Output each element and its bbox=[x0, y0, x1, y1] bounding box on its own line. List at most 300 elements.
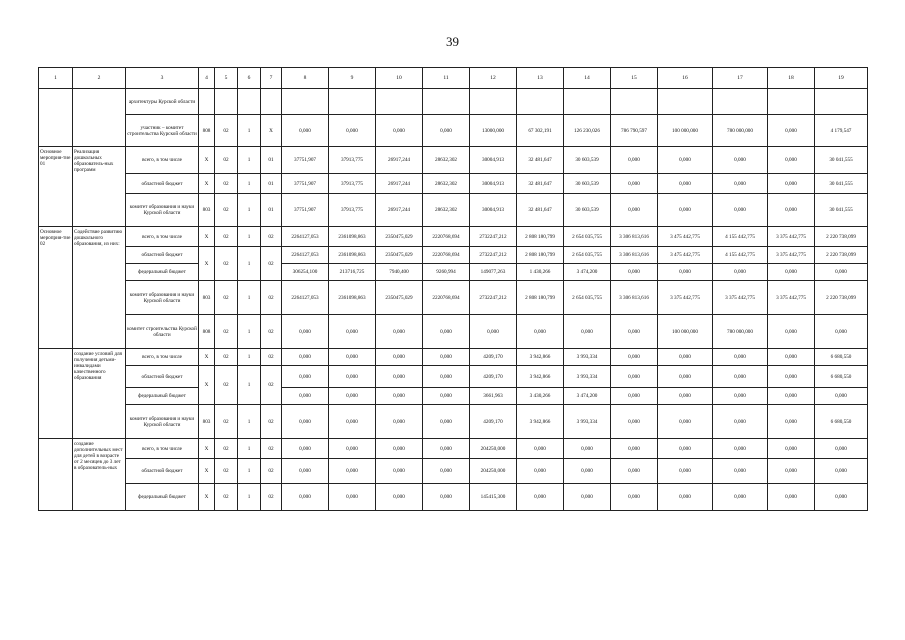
amount-cell: 306254,100 bbox=[282, 264, 329, 281]
amount-cell: 3 474,200 bbox=[564, 264, 611, 281]
table-row bbox=[39, 174, 868, 194]
program-name-cell bbox=[73, 89, 126, 147]
code-cell: Х bbox=[199, 247, 215, 281]
amount-cell: 0,000 bbox=[658, 147, 713, 174]
amount-cell: 13000,000 bbox=[470, 115, 517, 147]
code-cell: 01 bbox=[261, 194, 282, 227]
table-row bbox=[39, 484, 868, 511]
activity-name-cell: Основное мероприя-тие 02 bbox=[39, 227, 73, 349]
amount-cell: 0,000 bbox=[768, 315, 815, 349]
code-cell: 02 bbox=[215, 459, 238, 484]
amount-cell: 1 430,266 bbox=[517, 264, 564, 281]
amount-cell: 2220768,694 bbox=[423, 281, 470, 315]
amount-cell: 0,000 bbox=[713, 174, 768, 194]
program-name-cell: создание дополнительных мест для детей в возрасте от 2 месяцев до 3 лет в образователь-ных bbox=[73, 439, 126, 511]
amount-cell: 780 000,000 bbox=[713, 115, 768, 147]
amount-cell: 0,000 bbox=[329, 315, 376, 349]
amount-cell: 2 808 180,799 bbox=[517, 227, 564, 247]
code-cell: 1 bbox=[238, 227, 261, 247]
amount-cell: 0,000 bbox=[564, 439, 611, 459]
amount-cell: 0,000 bbox=[611, 388, 658, 405]
amount-cell: 30 603,539 bbox=[564, 147, 611, 174]
source-cell: областной бюджет bbox=[126, 366, 199, 388]
amount-cell: 0,000 bbox=[768, 349, 815, 366]
amount-cell bbox=[611, 89, 658, 115]
amount-cell: 9260,994 bbox=[423, 264, 470, 281]
code-cell bbox=[199, 89, 215, 115]
amount-cell: 0,000 bbox=[713, 366, 768, 388]
source-cell: всего, в том числе bbox=[126, 147, 199, 174]
code-cell: 02 bbox=[215, 281, 238, 315]
amount-cell: 0,000 bbox=[768, 194, 815, 227]
code-cell: 02 bbox=[215, 366, 238, 405]
source-cell: областной бюджет bbox=[126, 247, 199, 264]
code-cell: 02 bbox=[215, 484, 238, 511]
table-row bbox=[39, 439, 868, 459]
column-number-cell: 3 bbox=[126, 68, 199, 89]
amount-cell: 0,000 bbox=[611, 147, 658, 174]
amount-cell: 0,000 bbox=[611, 366, 658, 388]
amount-cell: 0,000 bbox=[768, 366, 815, 388]
amount-cell: 2 654 035,755 bbox=[564, 247, 611, 264]
source-cell: участник – комитет строительства Курской области bbox=[126, 115, 199, 147]
column-number-cell: 9 bbox=[329, 68, 376, 89]
code-cell: 1 bbox=[238, 147, 261, 174]
amount-cell: 3 942,866 bbox=[517, 405, 564, 439]
amount-cell bbox=[423, 89, 470, 115]
amount-cell: 0,000 bbox=[611, 484, 658, 511]
column-number-cell: 17 bbox=[713, 68, 768, 89]
amount-cell: 3 306 813,616 bbox=[611, 247, 658, 264]
code-cell: 803 bbox=[199, 194, 215, 227]
amount-cell: 30004,913 bbox=[470, 174, 517, 194]
amount-cell: 0,000 bbox=[423, 315, 470, 349]
amount-cell bbox=[658, 89, 713, 115]
amount-cell: 0,000 bbox=[282, 388, 329, 405]
amount-cell: 2 808 180,799 bbox=[517, 247, 564, 264]
code-cell: 02 bbox=[215, 115, 238, 147]
code-cell bbox=[238, 89, 261, 115]
amount-cell: 3 993,334 bbox=[564, 366, 611, 388]
amount-cell: 0,000 bbox=[713, 388, 768, 405]
amount-cell: 4209,170 bbox=[470, 349, 517, 366]
code-cell: Х bbox=[199, 484, 215, 511]
column-number-cell: 13 bbox=[517, 68, 564, 89]
table-row bbox=[39, 281, 868, 315]
amount-cell bbox=[329, 89, 376, 115]
amount-cell: 780 000,000 bbox=[713, 315, 768, 349]
amount-cell: 0,000 bbox=[611, 194, 658, 227]
column-number-cell: 15 bbox=[611, 68, 658, 89]
amount-cell: 0,000 bbox=[768, 174, 815, 194]
amount-cell: 2732247,212 bbox=[470, 247, 517, 264]
amount-cell: 32 481,647 bbox=[517, 147, 564, 174]
code-cell: 02 bbox=[261, 366, 282, 405]
amount-cell: 0,000 bbox=[611, 459, 658, 484]
amount-cell: 37913,775 bbox=[329, 194, 376, 227]
amount-cell: 0,000 bbox=[713, 405, 768, 439]
amount-cell: 0,000 bbox=[768, 388, 815, 405]
code-cell: 1 bbox=[238, 459, 261, 484]
amount-cell bbox=[815, 89, 868, 115]
column-number-cell: 10 bbox=[376, 68, 423, 89]
amount-cell: 6 680,550 bbox=[815, 349, 868, 366]
source-cell: архитектуры Курской области bbox=[126, 89, 199, 115]
amount-cell: 0,000 bbox=[815, 439, 868, 459]
amount-cell: 2 220 738,099 bbox=[815, 281, 868, 315]
amount-cell: 7940,400 bbox=[376, 264, 423, 281]
amount-cell bbox=[470, 89, 517, 115]
code-cell: 1 bbox=[238, 349, 261, 366]
activity-name-cell bbox=[39, 89, 73, 147]
activity-name-cell: Основное мероприя-тие 01 bbox=[39, 147, 73, 227]
amount-cell: 3 306 813,616 bbox=[611, 227, 658, 247]
code-cell: 1 bbox=[238, 194, 261, 227]
amount-cell: 0,000 bbox=[768, 484, 815, 511]
amount-cell bbox=[517, 89, 564, 115]
amount-cell: 0,000 bbox=[329, 366, 376, 388]
amount-cell: 0,000 bbox=[658, 484, 713, 511]
amount-cell: 2 220 738,099 bbox=[815, 227, 868, 247]
table-row bbox=[39, 264, 868, 281]
amount-cell: 0,000 bbox=[329, 439, 376, 459]
amount-cell: 3 375 442,775 bbox=[768, 281, 815, 315]
amount-cell: 4 155 442,775 bbox=[713, 247, 768, 264]
code-cell: 02 bbox=[215, 147, 238, 174]
column-number-cell: 7 bbox=[261, 68, 282, 89]
amount-cell: 0,000 bbox=[768, 439, 815, 459]
code-cell: Х bbox=[199, 174, 215, 194]
code-cell: 1 bbox=[238, 315, 261, 349]
amount-cell: 0,000 bbox=[376, 439, 423, 459]
amount-cell: 0,000 bbox=[611, 264, 658, 281]
code-cell: Х bbox=[199, 459, 215, 484]
amount-cell: 0,000 bbox=[564, 315, 611, 349]
amount-cell: 2350475,029 bbox=[376, 247, 423, 264]
amount-cell: 2 220 738,099 bbox=[815, 247, 868, 264]
code-cell: 808 bbox=[199, 315, 215, 349]
amount-cell: 126 230,026 bbox=[564, 115, 611, 147]
code-cell: Х bbox=[199, 366, 215, 405]
amount-cell: 6 680,550 bbox=[815, 405, 868, 439]
code-cell: 01 bbox=[261, 147, 282, 174]
code-cell bbox=[261, 89, 282, 115]
code-cell: 1 bbox=[238, 247, 261, 281]
amount-cell: 0,000 bbox=[376, 388, 423, 405]
table-row bbox=[39, 89, 868, 115]
amount-cell: 0,000 bbox=[517, 484, 564, 511]
source-cell: комитет образования и науки Курской области bbox=[126, 405, 199, 439]
amount-cell: 0,000 bbox=[713, 194, 768, 227]
amount-cell: 2732247,212 bbox=[470, 281, 517, 315]
table-row bbox=[39, 147, 868, 174]
amount-cell: 3 993,334 bbox=[564, 349, 611, 366]
amount-cell: 0,000 bbox=[658, 349, 713, 366]
amount-cell: 0,000 bbox=[376, 484, 423, 511]
code-cell: 1 bbox=[238, 439, 261, 459]
source-cell: комитет строительства Курской области bbox=[126, 315, 199, 349]
amount-cell: 37913,775 bbox=[329, 174, 376, 194]
amount-cell: 204250,000 bbox=[470, 439, 517, 459]
code-cell: 1 bbox=[238, 484, 261, 511]
code-cell: 02 bbox=[261, 439, 282, 459]
source-cell: федеральный бюджет bbox=[126, 264, 199, 281]
code-cell: 02 bbox=[261, 459, 282, 484]
code-cell: 02 bbox=[215, 439, 238, 459]
code-cell: Х bbox=[199, 227, 215, 247]
amount-cell: 0,000 bbox=[815, 484, 868, 511]
amount-cell: 0,000 bbox=[611, 349, 658, 366]
amount-cell: 0,000 bbox=[329, 405, 376, 439]
amount-cell: 0,000 bbox=[658, 194, 713, 227]
amount-cell: 0,000 bbox=[329, 388, 376, 405]
amount-cell: 0,000 bbox=[768, 147, 815, 174]
column-number-cell: 18 bbox=[768, 68, 815, 89]
source-cell: всего, в том числе bbox=[126, 439, 199, 459]
code-cell: 02 bbox=[261, 247, 282, 281]
amount-cell: 0,000 bbox=[658, 174, 713, 194]
amount-cell: 0,000 bbox=[423, 405, 470, 439]
amount-cell: 0,000 bbox=[768, 264, 815, 281]
amount-cell: 0,000 bbox=[376, 115, 423, 147]
amount-cell: 0,000 bbox=[815, 388, 868, 405]
code-cell: 02 bbox=[261, 315, 282, 349]
amount-cell: 0,000 bbox=[423, 388, 470, 405]
amount-cell: 0,000 bbox=[423, 439, 470, 459]
amount-cell bbox=[713, 89, 768, 115]
amount-cell: 0,000 bbox=[713, 484, 768, 511]
amount-cell: 30004,913 bbox=[470, 147, 517, 174]
amount-cell: 2 654 035,755 bbox=[564, 281, 611, 315]
table-row bbox=[39, 315, 868, 349]
code-cell: 1 bbox=[238, 405, 261, 439]
amount-cell: 2350475,029 bbox=[376, 281, 423, 315]
code-cell: Х bbox=[261, 115, 282, 147]
amount-cell: 37751,907 bbox=[282, 194, 329, 227]
amount-cell: 28632,302 bbox=[423, 147, 470, 174]
amount-cell: 0,000 bbox=[282, 484, 329, 511]
amount-cell: 2361098,863 bbox=[329, 247, 376, 264]
amount-cell: 2264127,053 bbox=[282, 227, 329, 247]
amount-cell: 30004,913 bbox=[470, 194, 517, 227]
amount-cell: 28632,302 bbox=[423, 194, 470, 227]
program-name-cell: Содействие развитию дошкольного образования, из них: bbox=[73, 227, 126, 349]
amount-cell: 0,000 bbox=[282, 115, 329, 147]
code-cell: 02 bbox=[215, 349, 238, 366]
source-cell: областной бюджет bbox=[126, 174, 199, 194]
amount-cell: 0,000 bbox=[564, 459, 611, 484]
amount-cell: 37913,775 bbox=[329, 147, 376, 174]
amount-cell: 0,000 bbox=[517, 315, 564, 349]
amount-cell: 30 603,539 bbox=[564, 194, 611, 227]
code-cell: 02 bbox=[261, 227, 282, 247]
amount-cell: 0,000 bbox=[282, 315, 329, 349]
code-cell: 1 bbox=[238, 174, 261, 194]
amount-cell: 0,000 bbox=[329, 349, 376, 366]
amount-cell: 2264127,053 bbox=[282, 281, 329, 315]
amount-cell: 2732247,212 bbox=[470, 227, 517, 247]
code-cell: 803 bbox=[199, 405, 215, 439]
source-cell: областной бюджет bbox=[126, 459, 199, 484]
code-cell: Х bbox=[199, 349, 215, 366]
amount-cell: 32 481,647 bbox=[517, 194, 564, 227]
amount-cell: 26917,244 bbox=[376, 147, 423, 174]
code-cell: 02 bbox=[261, 349, 282, 366]
source-cell: федеральный бюджет bbox=[126, 388, 199, 405]
amount-cell: 3 306 813,616 bbox=[611, 281, 658, 315]
amount-cell: 0,000 bbox=[768, 405, 815, 439]
amount-cell: 0,000 bbox=[423, 484, 470, 511]
page-number: 39 bbox=[446, 34, 459, 49]
amount-cell: 0,000 bbox=[423, 349, 470, 366]
amount-cell: 0,000 bbox=[658, 388, 713, 405]
header-row bbox=[39, 68, 868, 89]
table-row bbox=[39, 388, 868, 405]
table-row bbox=[39, 194, 868, 227]
amount-cell: 0,000 bbox=[564, 484, 611, 511]
amount-cell: 3 993,334 bbox=[564, 405, 611, 439]
amount-cell: 0,000 bbox=[658, 459, 713, 484]
amount-cell: 0,000 bbox=[376, 349, 423, 366]
code-cell: 02 bbox=[215, 247, 238, 281]
amount-cell: 0,000 bbox=[376, 366, 423, 388]
code-cell: 02 bbox=[215, 194, 238, 227]
amount-cell: 2264127,053 bbox=[282, 247, 329, 264]
amount-cell: 0,000 bbox=[423, 115, 470, 147]
amount-cell: 37751,907 bbox=[282, 174, 329, 194]
amount-cell: 213716,725 bbox=[329, 264, 376, 281]
program-name-cell: создание условий для получения детьми-инвалидами качественного образования bbox=[73, 349, 126, 439]
amount-cell: 30 041,555 bbox=[815, 147, 868, 174]
amount-cell: 100 000,000 bbox=[658, 115, 713, 147]
table-row bbox=[39, 247, 868, 264]
amount-cell: 3661,963 bbox=[470, 388, 517, 405]
amount-cell: 0,000 bbox=[282, 439, 329, 459]
amount-cell: 0,000 bbox=[611, 315, 658, 349]
table-row bbox=[39, 115, 868, 147]
amount-cell: 0,000 bbox=[815, 315, 868, 349]
column-number-cell: 5 bbox=[215, 68, 238, 89]
code-cell: 02 bbox=[215, 405, 238, 439]
amount-cell: 0,000 bbox=[713, 147, 768, 174]
amount-cell: 0,000 bbox=[658, 405, 713, 439]
column-number-cell: 14 bbox=[564, 68, 611, 89]
column-number-cell: 8 bbox=[282, 68, 329, 89]
amount-cell: 0,000 bbox=[713, 349, 768, 366]
source-cell: всего, в том числе bbox=[126, 227, 199, 247]
amount-cell: 30 603,539 bbox=[564, 174, 611, 194]
amount-cell: 145415,300 bbox=[470, 484, 517, 511]
source-cell: комитет образования и науки Курской области bbox=[126, 281, 199, 315]
amount-cell: 3 375 442,775 bbox=[713, 281, 768, 315]
amount-cell: 0,000 bbox=[329, 115, 376, 147]
amount-cell: 3 375 442,775 bbox=[768, 247, 815, 264]
amount-cell: 0,000 bbox=[611, 439, 658, 459]
column-number-cell: 6 bbox=[238, 68, 261, 89]
amount-cell: 2220768,694 bbox=[423, 227, 470, 247]
activity-name-cell bbox=[39, 439, 73, 511]
amount-cell: 0,000 bbox=[713, 439, 768, 459]
amount-cell: 0,000 bbox=[611, 405, 658, 439]
amount-cell: 3 375 442,775 bbox=[658, 281, 713, 315]
code-cell: 02 bbox=[215, 174, 238, 194]
amount-cell: 0,000 bbox=[282, 459, 329, 484]
amount-cell bbox=[282, 89, 329, 115]
amount-cell: 0,000 bbox=[329, 459, 376, 484]
amount-cell: 3 474,200 bbox=[564, 388, 611, 405]
amount-cell: 3 430,266 bbox=[517, 388, 564, 405]
source-cell: комитет образования и науки Курской области bbox=[126, 194, 199, 227]
amount-cell: 0,000 bbox=[768, 459, 815, 484]
amount-cell: 26917,244 bbox=[376, 174, 423, 194]
amount-cell: 2361098,863 bbox=[329, 227, 376, 247]
table-row bbox=[39, 227, 868, 247]
code-cell: Х bbox=[199, 147, 215, 174]
amount-cell: 3 375 442,775 bbox=[768, 227, 815, 247]
amount-cell: 2350475,029 bbox=[376, 227, 423, 247]
amount-cell: 3 475 442,775 bbox=[658, 247, 713, 264]
amount-cell: 2 808 180,799 bbox=[517, 281, 564, 315]
amount-cell bbox=[768, 89, 815, 115]
code-cell: 01 bbox=[261, 174, 282, 194]
amount-cell: 0,000 bbox=[376, 315, 423, 349]
source-cell: всего, в том числе bbox=[126, 349, 199, 366]
amount-cell: 32 481,647 bbox=[517, 174, 564, 194]
amount-cell: 0,000 bbox=[470, 315, 517, 349]
amount-cell: 0,000 bbox=[768, 115, 815, 147]
column-number-cell: 12 bbox=[470, 68, 517, 89]
code-cell: 1 bbox=[238, 115, 261, 147]
amount-cell: 100 000,000 bbox=[658, 315, 713, 349]
amount-cell: 67 302,191 bbox=[517, 115, 564, 147]
column-number-cell: 2 bbox=[73, 68, 126, 89]
amount-cell: 0,000 bbox=[376, 459, 423, 484]
code-cell: 02 bbox=[215, 315, 238, 349]
table-row bbox=[39, 366, 868, 388]
code-cell: Х bbox=[199, 439, 215, 459]
table-row bbox=[39, 459, 868, 484]
amount-cell: 3 475 442,775 bbox=[658, 227, 713, 247]
column-number-cell: 16 bbox=[658, 68, 713, 89]
code-cell: 1 bbox=[238, 366, 261, 405]
amount-cell: 0,000 bbox=[815, 459, 868, 484]
amount-cell: 0,000 bbox=[282, 405, 329, 439]
amount-cell: 37751,907 bbox=[282, 147, 329, 174]
code-cell: 808 bbox=[199, 115, 215, 147]
amount-cell: 0,000 bbox=[329, 484, 376, 511]
amount-cell: 4 155 442,775 bbox=[713, 227, 768, 247]
amount-cell: 2361098,863 bbox=[329, 281, 376, 315]
amount-cell: 26917,244 bbox=[376, 194, 423, 227]
amount-cell: 0,000 bbox=[517, 439, 564, 459]
activity-name-cell bbox=[39, 349, 73, 439]
table-row bbox=[39, 405, 868, 439]
amount-cell: 204250,000 bbox=[470, 459, 517, 484]
table-row bbox=[39, 349, 868, 366]
amount-cell: 4209,170 bbox=[470, 366, 517, 388]
code-cell: 02 bbox=[261, 484, 282, 511]
source-cell: федеральный бюджет bbox=[126, 484, 199, 511]
amount-cell: 3 942,866 bbox=[517, 349, 564, 366]
amount-cell: 0,000 bbox=[282, 366, 329, 388]
code-cell: 803 bbox=[199, 281, 215, 315]
amount-cell: 0,000 bbox=[423, 459, 470, 484]
amount-cell: 0,000 bbox=[376, 405, 423, 439]
amount-cell: 149077,263 bbox=[470, 264, 517, 281]
code-cell: 02 bbox=[215, 227, 238, 247]
column-number-cell: 1 bbox=[39, 68, 73, 89]
amount-cell: 0,000 bbox=[611, 174, 658, 194]
